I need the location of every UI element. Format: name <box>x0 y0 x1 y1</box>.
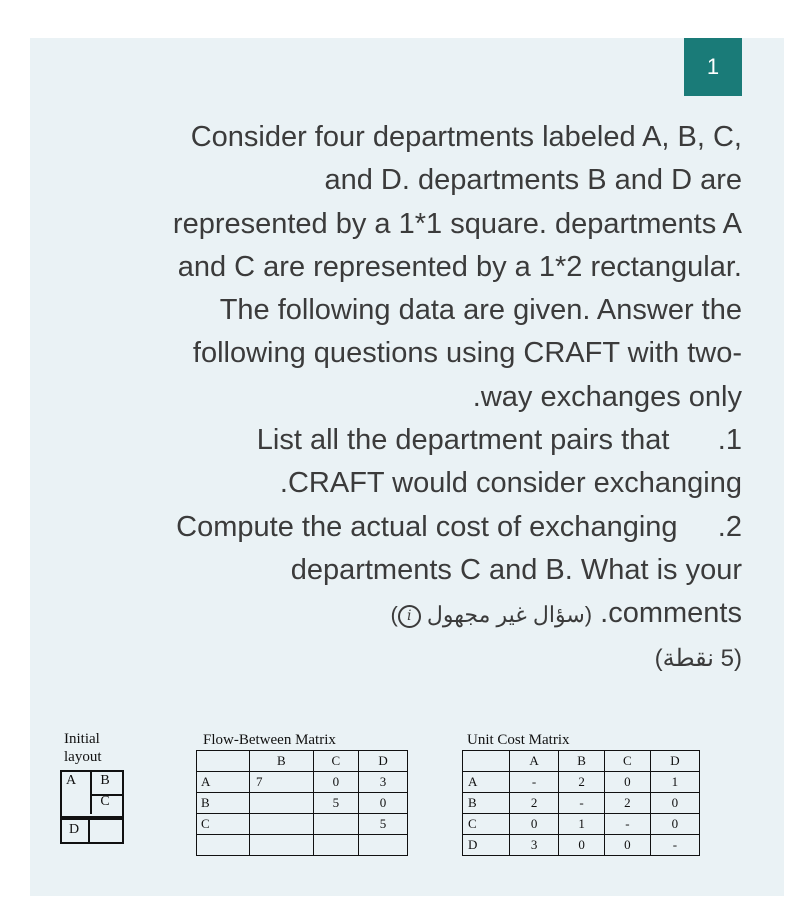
cost-row-label: D <box>463 835 510 856</box>
points-label: (5 نقطة) <box>654 644 742 672</box>
flow-header-cell <box>197 751 250 772</box>
flow-cell <box>359 835 408 856</box>
question-line: .CRAFT would consider exchanging <box>279 467 742 500</box>
question-text <box>60 116 742 680</box>
cost-cell: - <box>604 814 650 835</box>
flow-matrix-table <box>196 750 408 856</box>
question-line: departments C and B. What is your <box>290 553 742 586</box>
cost-header-cell: A <box>510 751 559 772</box>
table-row <box>463 772 700 793</box>
cost-cell: - <box>510 772 559 793</box>
flow-cell <box>250 793 314 814</box>
initial-layout-caption: Initial layout <box>64 731 102 765</box>
flow-cell: 5 <box>313 793 359 814</box>
dept-b-label: B <box>100 773 110 788</box>
cost-cell: - <box>559 793 605 814</box>
cost-cell: 0 <box>650 793 699 814</box>
flow-row-label <box>197 835 250 856</box>
dept-d-label: D <box>68 822 80 837</box>
cost-cell: 2 <box>510 793 559 814</box>
flow-cell: 3 <box>359 772 408 793</box>
dept-c-label: C <box>100 794 110 809</box>
question-line: and C are represented by a 1*2 rectangular. <box>177 250 742 283</box>
info-icon[interactable]: i <box>398 605 421 628</box>
question-line: The following data are given. Answer the <box>219 294 742 327</box>
cost-cell: 2 <box>604 793 650 814</box>
cost-header-cell: D <box>650 751 699 772</box>
table-row <box>197 751 408 772</box>
dept-a-label: A <box>65 773 77 788</box>
question-line: Compute the actual cost of exchanging .2 <box>176 510 742 543</box>
cost-cell: - <box>650 835 699 856</box>
flow-cell <box>250 835 314 856</box>
table-row <box>463 793 700 814</box>
table-row <box>197 814 408 835</box>
flow-cell: 0 <box>313 772 359 793</box>
unknown-question-label: ( i (سؤال غير مجهول <box>390 602 593 628</box>
question-line: following questions using CRAFT with two- <box>192 337 742 370</box>
question-line-comments <box>60 592 742 636</box>
cost-cell: 0 <box>650 814 699 835</box>
cost-header-cell: B <box>559 751 605 772</box>
comments-text: .comments <box>600 597 742 630</box>
table-row <box>463 835 700 856</box>
cost-matrix-table <box>462 750 700 856</box>
cost-row-label: B <box>463 793 510 814</box>
question-number-badge: 1 <box>684 38 742 96</box>
table-row <box>197 793 408 814</box>
table-row <box>197 835 408 856</box>
flow-cell: 0 <box>359 793 408 814</box>
flow-header-cell: B <box>250 751 314 772</box>
table-row <box>463 814 700 835</box>
flow-row-label: C <box>197 814 250 835</box>
cost-cell: 0 <box>510 814 559 835</box>
flow-header-cell: D <box>359 751 408 772</box>
cost-cell: 3 <box>510 835 559 856</box>
cost-cell: 1 <box>559 814 605 835</box>
cost-cell: 0 <box>559 835 605 856</box>
flow-cell: 5 <box>359 814 408 835</box>
cost-cell: 1 <box>650 772 699 793</box>
cost-row-label: C <box>463 814 510 835</box>
flow-header-cell: C <box>313 751 359 772</box>
flow-row-label: B <box>197 793 250 814</box>
cost-matrix-title: Unit Cost Matrix <box>467 732 570 748</box>
table-row <box>463 751 700 772</box>
cost-cell: 0 <box>604 835 650 856</box>
flow-cell: 7 <box>250 772 314 793</box>
cost-header-cell: C <box>604 751 650 772</box>
cost-row-label: A <box>463 772 510 793</box>
question-line: and D. departments B and D are <box>324 164 742 197</box>
question-line: represented by a 1*1 square. departments A <box>172 207 742 240</box>
table-row <box>197 772 408 793</box>
cost-cell: 2 <box>559 772 605 793</box>
flow-cell <box>313 835 359 856</box>
flow-row-label: A <box>197 772 250 793</box>
question-line: .way exchanges only <box>472 380 742 413</box>
flow-cell <box>313 814 359 835</box>
cost-header-cell <box>463 751 510 772</box>
question-line: Consider four departments labeled A, B, C, <box>190 121 742 153</box>
flow-cell <box>250 814 314 835</box>
cost-cell: 0 <box>604 772 650 793</box>
question-line: List all the department pairs that .1 <box>256 424 742 457</box>
flow-matrix-title: Flow-Between Matrix <box>203 732 336 748</box>
